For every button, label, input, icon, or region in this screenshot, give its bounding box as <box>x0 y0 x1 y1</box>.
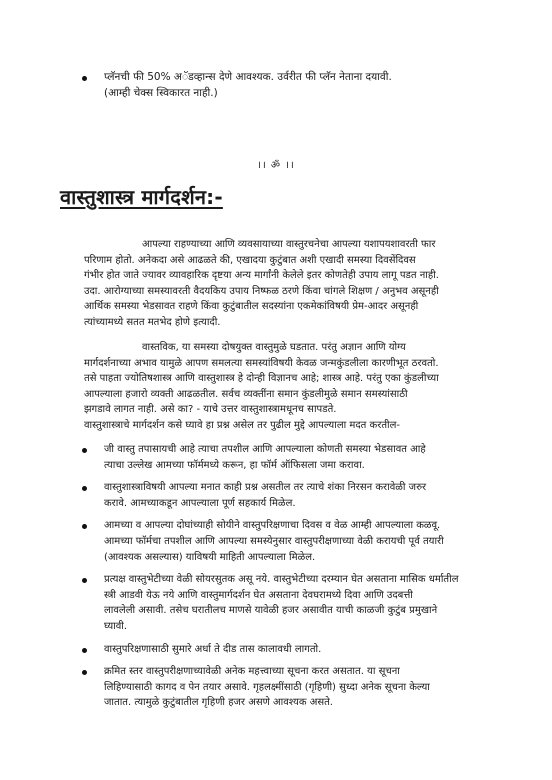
bullet-icon <box>82 448 87 453</box>
list-item: वास्तुपरिक्षणासाठी सुमारे अर्धा ते दीड तास कालावधी लागतो. <box>84 642 524 658</box>
paragraph-line: गंभीर होत जाते ज्यावर व्यावहारिक दृष्टया अन्य मार्गांनी केलेले इतर कोणतेही उपाय लागू पडत नाही. <box>84 270 439 282</box>
paragraph-line: आर्थिक समस्या भेडसावत राहणे किंवा कुटुंबातील सदस्यांना एकमेकांविषयी प्रेम-आदर असूनही <box>84 301 419 313</box>
paragraph-line: आपल्याला हजारो व्यक्ती आढळतील. सर्वच व्यक्तींना समान कुंडलीमुळे समान समस्यांसाठी <box>84 388 408 400</box>
list-item: जी वास्तु तपासायची आहे त्याचा तपशील आणि आपल्याला कोणती समस्या भेडसावत आहे त्याचा उल्लेख आमच्या फॉर्ममध्ये करून, हा फॉर्म ऑफिसला जमा करावा. <box>84 442 524 473</box>
list-item: क्रमित स्तर वास्तुपरीक्षणाच्यावेळी अनेक महत्त्वाच्या सूचना करत असतात. या सूचना लिहिण्यासाठी कागद व पेन तयार असावे. गृहलक्ष्मींसाठी (गृहिणी) सुध्दा अनेक सूचना केल्या जातात. त्यामुळे कुटुंबातील गृहिणी हजर असणे आवश्यक असते. <box>84 664 524 711</box>
bullet-icon <box>82 486 87 491</box>
paragraph-line: त्यांच्यामध्ये सतत मतभेद होणे इत्यादी. <box>84 316 221 328</box>
paragraph-line: आपल्या राहण्याच्या आणि व्यवसायाच्या वास्तुरचनेचा आपल्या यशापयशावरती फार <box>142 239 436 250</box>
intro-paragraph <box>84 237 514 331</box>
paragraph-line: झगडावे लागत नाही. असे का? - याचे उत्तर वास्तुशास्त्रामधूनच सापडते. <box>84 404 337 416</box>
fee-note-bullet <box>84 69 524 101</box>
fee-note-text <box>104 69 524 101</box>
bullet-icon <box>82 670 87 675</box>
paragraph-line: तसे पाहता ज्योतिषशास्त्र आणि वास्तुशास्त्र हे दोन्ही विज्ञानच आहे; शास्त्र आहे. परंतु एका कुंडलीच्या <box>84 373 439 385</box>
bullet-icon <box>82 524 87 529</box>
bullet-icon <box>82 578 87 583</box>
section-heading: वास्तुशास्त्र मार्गदर्शन:- <box>60 185 223 209</box>
bullet-icon <box>82 648 87 653</box>
list-item: आमच्या व आपल्या दोघांच्याही सोयीने वास्तुपरिक्षणाचा दिवस व वेळ आम्ही आपल्याला कळवू. आमच्या फॉर्मचा तपशील आणि आपल्या समस्येनुसार वास्तुपरीक्षणाच्या वेळी करायची पूर्व तयारी (आवश्यक असल्यास) याविषयी माहिती आपल्याला मिळेल. <box>84 518 524 565</box>
fee-note-line: प्लॅनची फी 50% अॅडव्हान्स देणे आवश्यक. उर्वरीत फी प्लॅन नेताना दयावी. <box>104 71 392 83</box>
bullet-icon <box>82 76 87 81</box>
paragraph-line: वास्तविक, या समस्या दोषयुक्त वास्तुमुळे घडतात. परंतु अज्ञान आणि योग्य <box>142 342 406 353</box>
paragraph-line: परिणाम होतो. अनेकदा असे आढळते की, एखादया कुटुंबात अशी एखादी समस्या दिवसेंदिवस <box>84 254 416 266</box>
second-paragraph <box>84 340 514 434</box>
paragraph-line: वास्तुशास्त्राचे मार्गदर्शन कसे घ्यावे हा प्रश्न असेल तर पुढील मुद्दे आपल्याला मदत करतील- <box>84 419 400 431</box>
paragraph-line: मार्गदर्शनाच्या अभाव यामुळे आपण समलत्या समस्यांविषयी केवळ जन्मकुंडलीला कारणीभूत ठरवतो. <box>84 357 439 369</box>
cheque-note-line: (आम्ही चेक्स स्विकारत नाही.) <box>104 87 218 99</box>
om-mark: ।। ॐ ।। <box>257 160 295 171</box>
paragraph-line: उदा. आरोग्याच्या समस्यावरती वैदयकिय उपाय निष्फळ ठरणे किंवा चांगले शिक्षण / अनुभव असूनही <box>84 285 439 297</box>
list-item: वास्तुशास्त्राविषयी आपल्या मनात काही प्रश्न असतील तर त्याचे शंका निरसन करावेळी जरुर करावे. आमच्याकडून आपल्याला पूर्ण सहकार्य मिळेल. <box>84 480 524 511</box>
list-item: प्रत्यक्ष वास्तुभेटीच्या वेळी सोयरसुतक असू नये. वास्तुभेटीच्या दरम्यान घेत असताना मासिक धर्मातील स्त्री आडवी येऊ नये आणि वास्तुमार्गदर्शन घेत असताना देवघरामध्ये दिवा आणि उदबत्ती लावलेली असावी. तसेच घरातीलच माणसे यावेळी हजर असावीत याची काळजी कुटुंब प्रमुखाने घ्यावी. <box>84 572 524 634</box>
guidance-list <box>84 442 524 718</box>
